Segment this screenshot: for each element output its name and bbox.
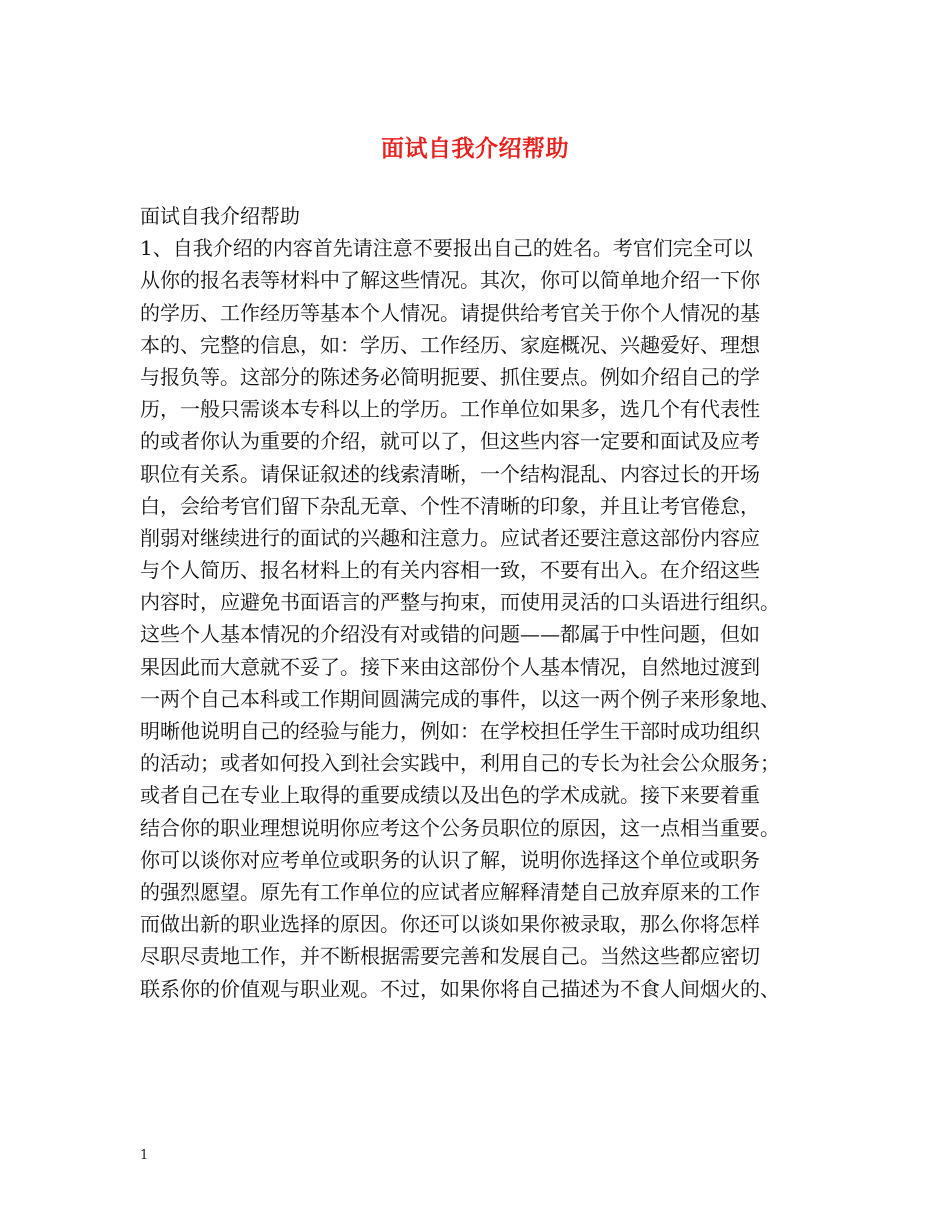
body-text-line: 的强烈愿望。原先有工作单位的应试者应解释清楚自己放弃原来的工作: [140, 879, 760, 904]
body-text-line: 从你的报名表等材料中了解这些情况。其次，你可以简单地介绍一下你: [140, 268, 760, 293]
body-text-line: 与个人简历、报名材料上的有关内容相一致，不要有出入。在介绍这些: [140, 558, 760, 583]
body-text-line: 一两个自己本科或工作期间圆满完成的事件，以这一两个例子来形象地、: [140, 686, 780, 711]
body-text-line: 白，会给考官们留下杂乱无章、个性不清晰的印象，并且让考官倦怠，: [140, 493, 760, 518]
page-number: 1: [140, 1148, 149, 1163]
body-text-line: 明晰他说明自己的经验与能力，例如：在学校担任学生干部时成功组织: [140, 719, 760, 743]
body-text-line: 与报负等。这部分的陈述务必简明扼要、抓住要点。例如介绍自己的学: [140, 364, 760, 389]
body-text-line: 而做出新的职业选择的原因。你还可以谈如果你被录取，那么你将怎样: [140, 912, 760, 937]
body-text-line: 本的、完整的信息，如：学历、工作经历、家庭概况、兴趣爱好、理想: [140, 332, 760, 357]
body-heading-line: 面试自我介绍帮助: [140, 204, 300, 228]
body-text-line: 削弱对继续进行的面试的兴趣和注意力。应试者还要注意这部份内容应: [140, 525, 760, 550]
document-title: 面试自我介绍帮助: [381, 135, 569, 162]
body-text-line: 的学历、工作经历等基本个人情况。请提供给考官关于你个人情况的基: [140, 300, 760, 325]
body-text-line: 或者自己在专业上取得的重要成绩以及出色的学术成就。接下来要着重: [140, 783, 760, 808]
body-text-line: 联系你的价值观与职业观。不过，如果你将自己描述为不食人间烟火的、: [140, 976, 780, 1001]
body-text-line: 的活动；或者如何投入到社会实践中，利用自己的专长为社会公众服务；: [140, 751, 780, 776]
body-text-line: 历，一般只需谈本专科以上的学历。工作单位如果多，选几个有代表性: [140, 397, 760, 422]
document-body: [140, 200, 830, 1005]
body-text-line: 你可以谈你对应考单位或职务的认识了解，说明你选择这个单位或职务: [140, 847, 760, 872]
body-text-line: 内容时，应避免书面语言的严整与拘束，而使用灵活的口头语进行组织。: [140, 590, 780, 615]
body-text-line: 这些个人基本情况的介绍没有对或错的问题——都属于中性问题，但如: [140, 622, 760, 647]
body-text-line: 职位有关系。请保证叙述的线索清晰，一个结构混乱、内容过长的开场: [140, 461, 760, 486]
body-text-line: 1、自我介绍的内容首先请注意不要报出自己的姓名。考官们完全可以: [140, 236, 753, 261]
body-text-line: 的或者你认为重要的介绍，就可以了，但这些内容一定要和面试及应考: [140, 429, 760, 454]
body-text-line: 尽职尽责地工作，并不断根据需要完善和发展自己。当然这些都应密切: [140, 944, 760, 969]
body-text-line: 结合你的职业理想说明你应考这个公务员职位的原因，这一点相当重要。: [140, 815, 780, 840]
body-text-line: 果因此而大意就不妥了。接下来由这部份个人基本情况，自然地过渡到: [140, 654, 760, 679]
